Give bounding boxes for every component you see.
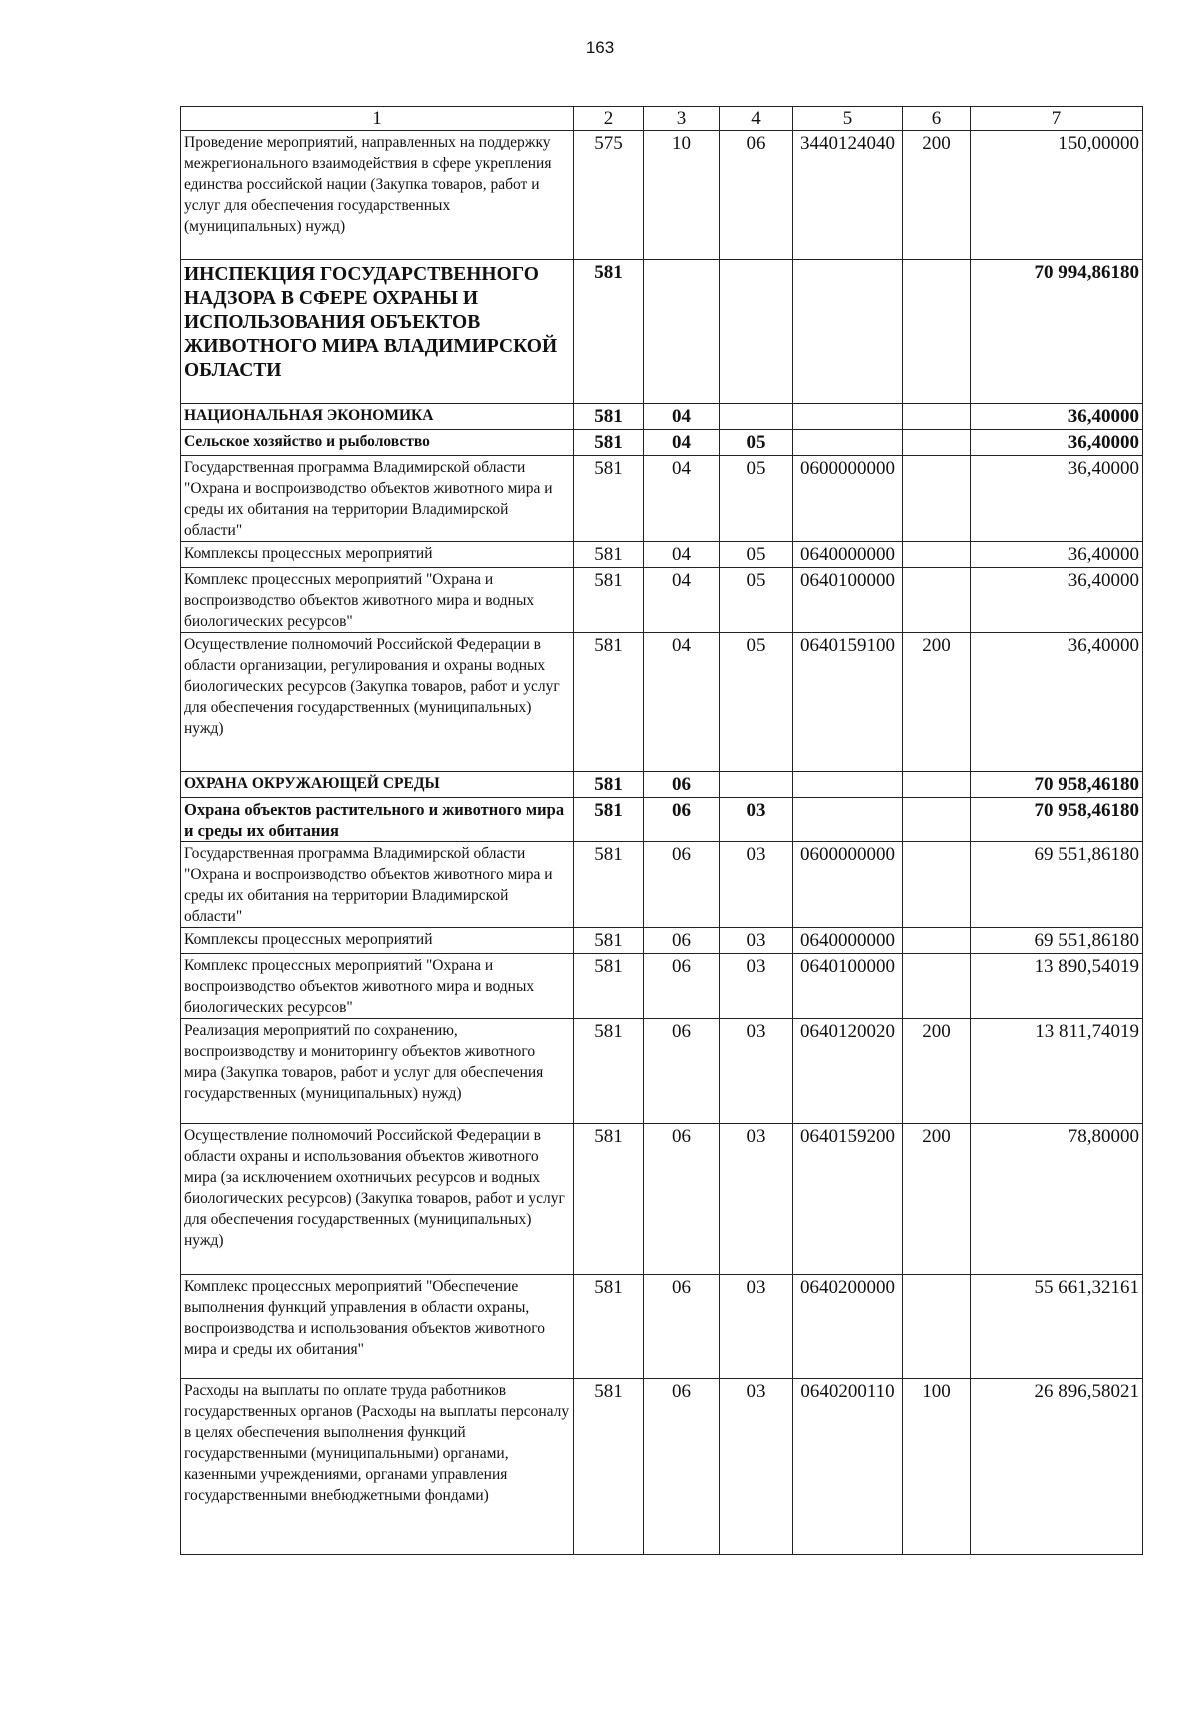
section-code: 04 bbox=[644, 633, 720, 772]
target-item-code: 0640120020 bbox=[793, 1019, 903, 1124]
column-number-row bbox=[181, 107, 1143, 131]
expense-type-code: 200 bbox=[903, 1019, 971, 1124]
section-code: 06 bbox=[644, 1019, 720, 1124]
amount: 70 958,46180 bbox=[971, 772, 1143, 798]
subsection-code: 03 bbox=[720, 1019, 793, 1124]
section-code: 06 bbox=[644, 1275, 720, 1379]
column-number: 3 bbox=[644, 107, 720, 131]
amount: 26 896,58021 bbox=[971, 1379, 1143, 1555]
grbs-code: 581 bbox=[574, 1124, 644, 1275]
grbs-code: 581 bbox=[574, 1379, 644, 1555]
grbs-code: 581 bbox=[574, 1019, 644, 1124]
section-code: 06 bbox=[644, 928, 720, 954]
section-code bbox=[644, 260, 720, 404]
amount: 36,40000 bbox=[971, 568, 1143, 633]
row-description: Государственная программа Владимирской области "Охрана и воспроизводство объектов животного мира и среды их обитания на территории Владимирской области" bbox=[181, 456, 574, 542]
expense-type-code bbox=[903, 404, 971, 430]
amount: 13 811,74019 bbox=[971, 1019, 1143, 1124]
section-code: 06 bbox=[644, 798, 720, 842]
grbs-code: 581 bbox=[574, 954, 644, 1019]
subsection-code bbox=[720, 404, 793, 430]
target-item-code: 0640159200 bbox=[793, 1124, 903, 1275]
table-row bbox=[181, 798, 1143, 842]
subsection-code: 03 bbox=[720, 1124, 793, 1275]
expense-type-code bbox=[903, 928, 971, 954]
expense-type-code bbox=[903, 772, 971, 798]
section-code: 06 bbox=[644, 772, 720, 798]
grbs-code: 581 bbox=[574, 430, 644, 456]
target-item-code: 0640159100 bbox=[793, 633, 903, 772]
table-row bbox=[181, 1275, 1143, 1379]
amount: 55 661,32161 bbox=[971, 1275, 1143, 1379]
table-row bbox=[181, 1019, 1143, 1124]
target-item-code: 0640200000 bbox=[793, 1275, 903, 1379]
row-description: Охрана объектов растительного и животного мира и среды их обитания bbox=[181, 798, 574, 842]
expense-type-code: 200 bbox=[903, 131, 971, 260]
section-code: 10 bbox=[644, 131, 720, 260]
row-description: ИНСПЕКЦИЯ ГОСУДАРСТВЕННОГО НАДЗОРА В СФЕРЕ ОХРАНЫ И ИСПОЛЬЗОВАНИЯ ОБЪЕКТОВ ЖИВОТНОГО МИРА ВЛАДИМИРСКОЙ ОБЛАСТИ bbox=[181, 260, 574, 404]
subsection-code: 03 bbox=[720, 842, 793, 928]
row-description: Реализация мероприятий по сохранению, воспроизводству и мониторингу объектов животного мира (Закупка товаров, работ и услуг для обеспечения государственных (муниципальных) нужд) bbox=[181, 1019, 574, 1124]
row-description: Комплексы процессных мероприятий bbox=[181, 928, 574, 954]
table-row bbox=[181, 456, 1143, 542]
grbs-code: 581 bbox=[574, 456, 644, 542]
grbs-code: 581 bbox=[574, 1275, 644, 1379]
table-row bbox=[181, 1124, 1143, 1275]
section-code: 06 bbox=[644, 842, 720, 928]
grbs-code: 581 bbox=[574, 568, 644, 633]
grbs-code: 581 bbox=[574, 842, 644, 928]
budget-table bbox=[180, 106, 1143, 1555]
target-item-code: 0600000000 bbox=[793, 456, 903, 542]
section-code: 04 bbox=[644, 430, 720, 456]
amount: 150,00000 bbox=[971, 131, 1143, 260]
amount: 13 890,54019 bbox=[971, 954, 1143, 1019]
target-item-code: 0640000000 bbox=[793, 542, 903, 568]
row-description: ОХРАНА ОКРУЖАЮЩЕЙ СРЕДЫ bbox=[181, 772, 574, 798]
table-row bbox=[181, 842, 1143, 928]
amount: 69 551,86180 bbox=[971, 928, 1143, 954]
subsection-code: 05 bbox=[720, 430, 793, 456]
section-code: 06 bbox=[644, 1379, 720, 1555]
target-item-code bbox=[793, 772, 903, 798]
grbs-code: 581 bbox=[574, 928, 644, 954]
amount: 36,40000 bbox=[971, 404, 1143, 430]
target-item-code: 3440124040 bbox=[793, 131, 903, 260]
subsection-code: 06 bbox=[720, 131, 793, 260]
section-code: 06 bbox=[644, 954, 720, 1019]
target-item-code bbox=[793, 260, 903, 404]
table-row bbox=[181, 633, 1143, 772]
expense-type-code bbox=[903, 798, 971, 842]
expense-type-code: 200 bbox=[903, 633, 971, 772]
grbs-code: 581 bbox=[574, 542, 644, 568]
amount: 36,40000 bbox=[971, 542, 1143, 568]
section-code: 04 bbox=[644, 542, 720, 568]
subsection-code: 03 bbox=[720, 1379, 793, 1555]
target-item-code: 0640100000 bbox=[793, 568, 903, 633]
column-number: 4 bbox=[720, 107, 793, 131]
row-description: НАЦИОНАЛЬНАЯ ЭКОНОМИКА bbox=[181, 404, 574, 430]
subsection-code bbox=[720, 260, 793, 404]
page-number: 163 bbox=[585, 38, 615, 57]
row-description: Осуществление полномочий Российской Федерации в области организации, регулирования и охраны водных биологических ресурсов (Закупка товаров, работ и услуг для обеспечения государственных (муниципальных) нужд) bbox=[181, 633, 574, 772]
subsection-code: 05 bbox=[720, 456, 793, 542]
target-item-code bbox=[793, 430, 903, 456]
expense-type-code bbox=[903, 542, 971, 568]
section-code: 04 bbox=[644, 456, 720, 542]
row-description: Комплекс процессных мероприятий "Охрана и воспроизводство объектов животного мира и водных биологических ресурсов" bbox=[181, 568, 574, 633]
subsection-code: 05 bbox=[720, 568, 793, 633]
expense-type-code bbox=[903, 1275, 971, 1379]
expense-type-code: 100 bbox=[903, 1379, 971, 1555]
grbs-code: 581 bbox=[574, 633, 644, 772]
target-item-code: 0600000000 bbox=[793, 842, 903, 928]
row-description: Расходы на выплаты по оплате труда работников государственных органов (Расходы на выплаты персоналу в целях обеспечения выполнения функций государственными (муниципальными) органами, казенными учреждениями, органами управления государственными внебюджетными фондами) bbox=[181, 1379, 574, 1555]
expense-type-code bbox=[903, 954, 971, 1019]
target-item-code bbox=[793, 798, 903, 842]
subsection-code: 03 bbox=[720, 928, 793, 954]
grbs-code: 575 bbox=[574, 131, 644, 260]
grbs-code: 581 bbox=[574, 772, 644, 798]
table-row bbox=[181, 954, 1143, 1019]
column-number: 2 bbox=[574, 107, 644, 131]
expense-type-code bbox=[903, 260, 971, 404]
target-item-code: 0640100000 bbox=[793, 954, 903, 1019]
table-row bbox=[181, 772, 1143, 798]
subsection-code: 03 bbox=[720, 1275, 793, 1379]
table-row bbox=[181, 260, 1143, 404]
column-number: 1 bbox=[181, 107, 574, 131]
row-description: Комплекс процессных мероприятий "Охрана и воспроизводство объектов животного мира и водных биологических ресурсов" bbox=[181, 954, 574, 1019]
subsection-code: 03 bbox=[720, 798, 793, 842]
expense-type-code bbox=[903, 568, 971, 633]
subsection-code bbox=[720, 772, 793, 798]
amount: 36,40000 bbox=[971, 430, 1143, 456]
table-row bbox=[181, 542, 1143, 568]
section-code: 04 bbox=[644, 404, 720, 430]
row-description: Комплекс процессных мероприятий "Обеспечение выполнения функций управления в области охраны, воспроизводства и использования объектов животного мира и среды их обитания" bbox=[181, 1275, 574, 1379]
column-number: 7 bbox=[971, 107, 1143, 131]
table-row bbox=[181, 568, 1143, 633]
section-code: 04 bbox=[644, 568, 720, 633]
amount: 36,40000 bbox=[971, 633, 1143, 772]
column-number: 5 bbox=[793, 107, 903, 131]
expense-type-code bbox=[903, 430, 971, 456]
target-item-code bbox=[793, 404, 903, 430]
table-row bbox=[181, 131, 1143, 260]
row-description: Сельское хозяйство и рыболовство bbox=[181, 430, 574, 456]
section-code: 06 bbox=[644, 1124, 720, 1275]
row-description: Государственная программа Владимирской области "Охрана и воспроизводство объектов животного мира и среды их обитания на территории Владимирской области" bbox=[181, 842, 574, 928]
table-row bbox=[181, 1379, 1143, 1555]
row-description: Осуществление полномочий Российской Федерации в области охраны и использования объектов животного мира (за исключением охотничьих ресурсов и водных биологических ресурсов) (Закупка товаров, работ и услуг для обеспечения государственных (муниципальных) нужд) bbox=[181, 1124, 574, 1275]
row-description: Проведение мероприятий, направленных на поддержку межрегионального взаимодействия в сфере укрепления единства российской нации (Закупка товаров, работ и услуг для обеспечения государственных (муниципальных) нужд) bbox=[181, 131, 574, 260]
subsection-code: 05 bbox=[720, 542, 793, 568]
subsection-code: 03 bbox=[720, 954, 793, 1019]
table-row bbox=[181, 928, 1143, 954]
grbs-code: 581 bbox=[574, 798, 644, 842]
table-row bbox=[181, 404, 1143, 430]
amount: 69 551,86180 bbox=[971, 842, 1143, 928]
amount: 36,40000 bbox=[971, 456, 1143, 542]
subsection-code: 05 bbox=[720, 633, 793, 772]
amount: 70 994,86180 bbox=[971, 260, 1143, 404]
expense-type-code bbox=[903, 842, 971, 928]
table-row bbox=[181, 430, 1143, 456]
amount: 70 958,46180 bbox=[971, 798, 1143, 842]
amount: 78,80000 bbox=[971, 1124, 1143, 1275]
row-description: Комплексы процессных мероприятий bbox=[181, 542, 574, 568]
expense-type-code: 200 bbox=[903, 1124, 971, 1275]
target-item-code: 0640000000 bbox=[793, 928, 903, 954]
column-number: 6 bbox=[903, 107, 971, 131]
grbs-code: 581 bbox=[574, 260, 644, 404]
grbs-code: 581 bbox=[574, 404, 644, 430]
target-item-code: 0640200110 bbox=[793, 1379, 903, 1555]
expense-type-code bbox=[903, 456, 971, 542]
